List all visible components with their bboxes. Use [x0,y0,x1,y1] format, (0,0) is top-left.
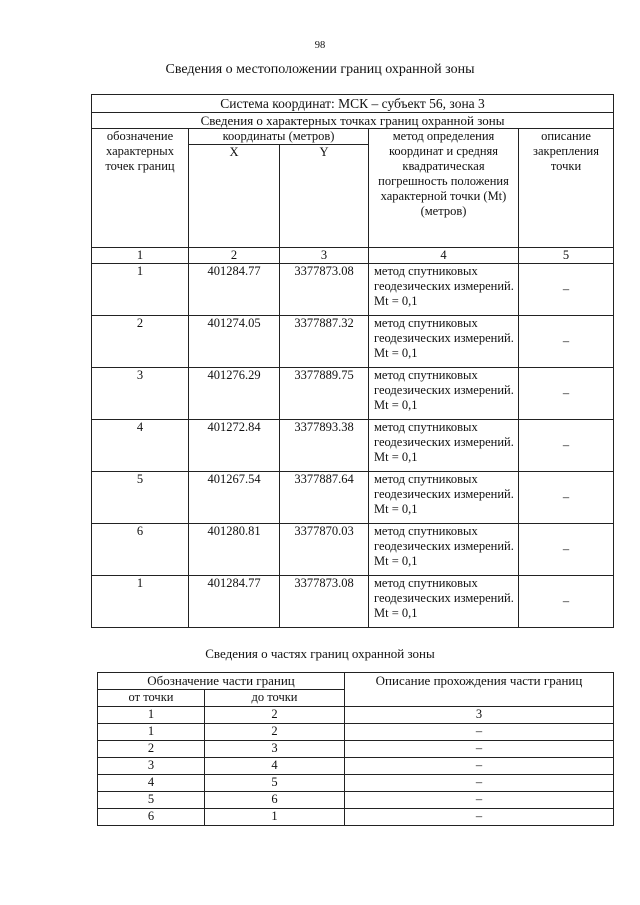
coord-x: 401274.05 [189,316,280,368]
fixing-cell: – [519,368,614,420]
header-designation: обозначение характерных точек границ [92,129,189,248]
column-number: 2 [205,707,345,724]
from-point-cell: 1 [98,724,205,741]
to-point-cell: 4 [205,758,345,775]
from-point-cell: 2 [98,741,205,758]
table-row [92,264,614,316]
point-number: 6 [92,524,189,576]
table-row [92,472,614,524]
description-cell: – [345,758,614,775]
coord-x: 401284.77 [189,576,280,628]
description-cell: – [345,724,614,741]
coord-y: 3377887.32 [280,316,369,368]
method-cell: метод спутниковых геодезических измерений. Mt = 0,1 [369,368,519,420]
section-title: Сведения о характерных точках границ охранной зоны [92,113,614,129]
fixing-cell: – [519,472,614,524]
coord-system-row [92,95,614,113]
coord-x: 401272.84 [189,420,280,472]
table-row [98,758,614,775]
header-part-designation: Обозначение части границ [98,673,345,690]
header-x: X [189,145,280,248]
point-number: 4 [92,420,189,472]
coord-y: 3377873.08 [280,264,369,316]
to-point-cell: 3 [205,741,345,758]
description-cell: – [345,741,614,758]
column-number: 1 [92,248,189,264]
document-title: Сведения о местоположении границ охранной зоны [165,62,475,77]
from-point-cell: 3 [98,758,205,775]
to-point-cell: 2 [205,724,345,741]
from-point-cell: 5 [98,792,205,809]
fixing-cell: – [519,264,614,316]
method-cell: метод спутниковых геодезических измерений. Mt = 0,1 [369,576,519,628]
table-row [98,741,614,758]
coord-y: 3377887.64 [280,472,369,524]
table-row [98,775,614,792]
boundary-parts-table [97,672,614,826]
fixing-cell: – [519,576,614,628]
coord-x: 401267.54 [189,472,280,524]
page-number: 98 [314,40,326,51]
from-point-cell: 4 [98,775,205,792]
coord-x: 401280.81 [189,524,280,576]
method-cell: метод спутниковых геодезических измерений. Mt = 0,1 [369,264,519,316]
table-row [98,724,614,741]
table-row [92,576,614,628]
to-point-cell: 5 [205,775,345,792]
header-to-point: до точки [205,690,345,707]
description-cell: – [345,792,614,809]
to-point-cell: 6 [205,792,345,809]
header-fixing: описание закрепления точки [519,129,614,248]
header-from-point: от точки [98,690,205,707]
header-y: Y [280,145,369,248]
point-number: 2 [92,316,189,368]
fixing-cell: – [519,420,614,472]
table-row [92,420,614,472]
coord-y: 3377870.03 [280,524,369,576]
header-coordinates: координаты (метров) [189,129,369,145]
column-number: 5 [519,248,614,264]
table-row [98,809,614,826]
point-number: 3 [92,368,189,420]
section-title-row [92,113,614,129]
coord-y: 3377893.38 [280,420,369,472]
header-row [98,673,614,690]
header-method: метод определения координат и средняя квадратическая погрешность положения характерной точки (Mt) (метров) [369,129,519,248]
coord-y: 3377889.75 [280,368,369,420]
column-number: 2 [189,248,280,264]
point-number: 1 [92,576,189,628]
method-cell: метод спутниковых геодезических измерений. Mt = 0,1 [369,472,519,524]
header-row [92,129,614,145]
fixing-cell: – [519,524,614,576]
column-number: 3 [280,248,369,264]
section2-title: Сведения о частях границ охранной зоны [205,646,435,661]
coord-x: 401284.77 [189,264,280,316]
column-number: 4 [369,248,519,264]
method-cell: метод спутниковых геодезических измерений. Mt = 0,1 [369,316,519,368]
to-point-cell: 1 [205,809,345,826]
column-number: 1 [98,707,205,724]
column-numbers-row [92,248,614,264]
description-cell: – [345,809,614,826]
header-description: Описание прохождения части границ [345,673,614,707]
boundary-points-table [91,94,614,628]
table-row [98,792,614,809]
column-number: 3 [345,707,614,724]
method-cell: метод спутниковых геодезических измерений. Mt = 0,1 [369,420,519,472]
coord-x: 401276.29 [189,368,280,420]
point-number: 1 [92,264,189,316]
from-point-cell: 6 [98,809,205,826]
fixing-cell: – [519,316,614,368]
table-row [92,368,614,420]
method-cell: метод спутниковых геодезических измерений. Mt = 0,1 [369,524,519,576]
coord-system-label: Система координат: МСК – субъект 56, зона 3 [92,95,614,113]
description-cell: – [345,775,614,792]
table-row [92,316,614,368]
coord-y: 3377873.08 [280,576,369,628]
column-numbers-row [98,707,614,724]
table-row [92,524,614,576]
point-number: 5 [92,472,189,524]
